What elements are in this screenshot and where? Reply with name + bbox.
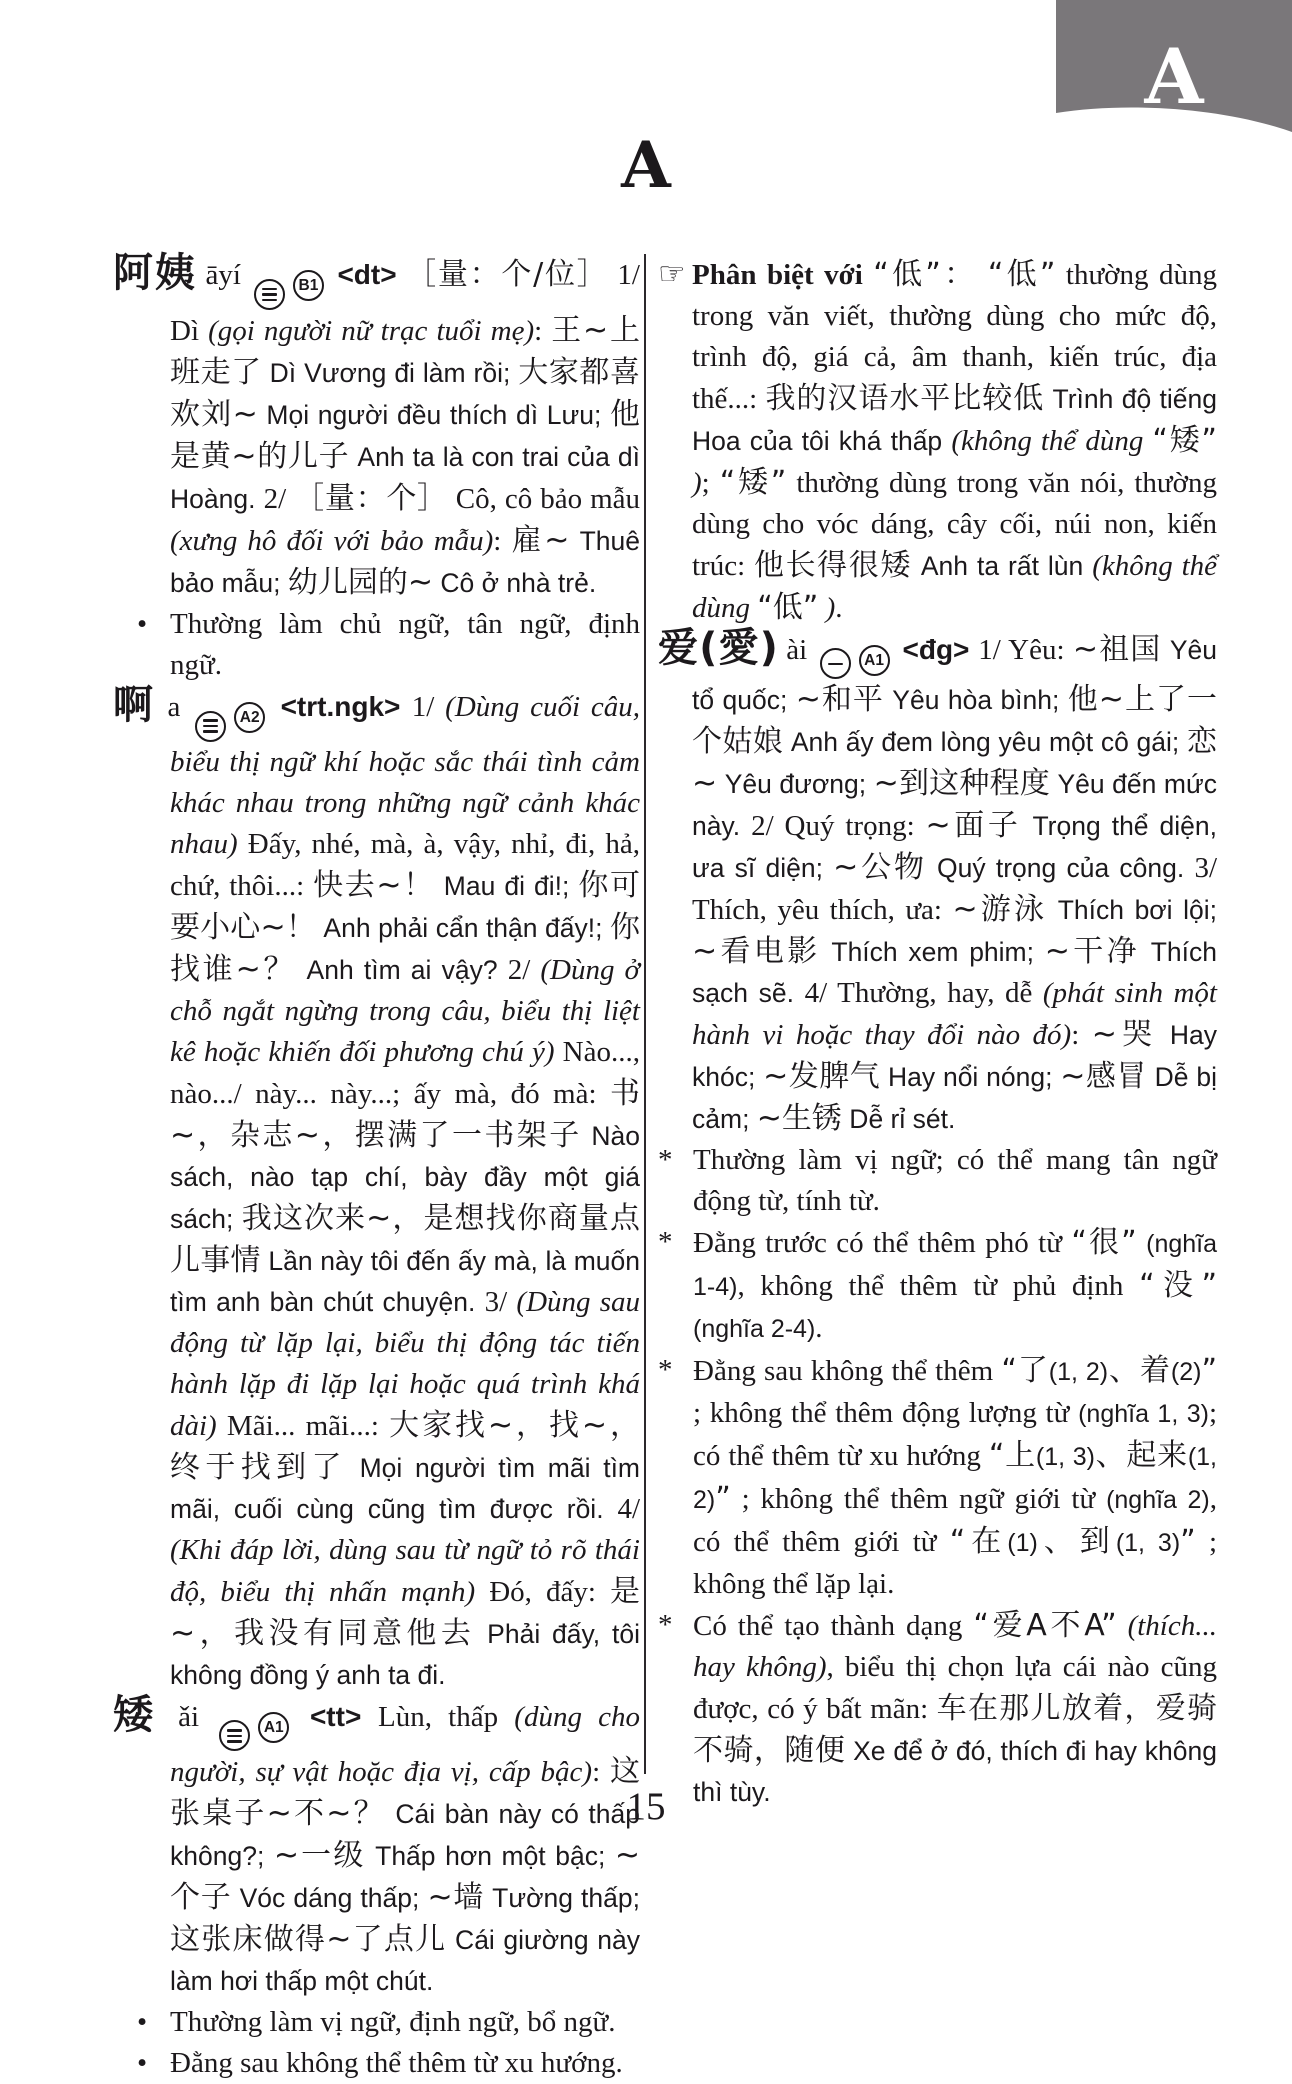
pointing-hand-icon: ☞ bbox=[658, 256, 686, 292]
vietnamese-translation: Cái bàn này có thấp không?; bbox=[170, 1799, 640, 1872]
definition-text: 3/ bbox=[484, 1285, 517, 1318]
chinese-example: 这张桌子~不~？ bbox=[170, 1754, 641, 1832]
note-title: Phân biệt với bbox=[692, 259, 874, 291]
vietnamese-translation: Mọi người đều thích dì Lưu; bbox=[257, 399, 610, 430]
definition-text: : bbox=[534, 314, 552, 347]
explanation-text: (dùng cho người, sự vật hoặc địa vị, cấp bậc) bbox=[170, 1700, 640, 1789]
note-text bbox=[693, 1350, 1217, 1605]
chinese-example: 你找谁~？ bbox=[170, 909, 641, 987]
chinese-example: 、起来 bbox=[1094, 1438, 1188, 1474]
chinese-example: ” bbox=[715, 1481, 731, 1517]
sense-reference: (1, 2) bbox=[693, 1443, 1218, 1515]
asterisk-marker: * bbox=[658, 1226, 673, 1259]
definition-text: Thường làm chủ ngữ, tân ngữ, định ngữ. bbox=[170, 607, 640, 681]
definition-text: : bbox=[592, 1756, 611, 1789]
usage-note bbox=[658, 254, 1217, 629]
chinese-example: 他是黄~的儿子 bbox=[170, 396, 640, 474]
level-badge-icon: A1 bbox=[859, 645, 890, 676]
definition-text: thường dùng trong văn viết, thường dùng cho mức độ, trình độ, giá cả, âm thanh, kiến trúc, địa thế...: bbox=[692, 259, 1217, 415]
vietnamese-translation: Yêu hòa bình; bbox=[883, 685, 1068, 716]
chinese-example: “低” bbox=[757, 590, 819, 625]
vietnamese-translation: Anh phải cẩn thận đấy!; bbox=[315, 912, 611, 943]
definition-text: ; không thể thêm ngữ giới từ bbox=[730, 1483, 1107, 1516]
note-text bbox=[170, 2043, 640, 2084]
explanation-text: (Dùng sau động từ lặp lại, biểu thị động tác tiến hành lặp đi lặp lại hoặc quá trình khá dài) bbox=[170, 1285, 640, 1442]
chinese-example: “在 bbox=[949, 1524, 1008, 1560]
chinese-example: 你可要小心~！ bbox=[170, 867, 641, 945]
vietnamese-translation: Xe để ở đó, thích đi hay không thì tùy. bbox=[693, 1736, 1218, 1808]
level-badge-icon: A1 bbox=[258, 1712, 289, 1743]
explanation-text: (Khi đáp lời, dùng sau từ ngữ tỏ rõ thái độ, biểu thị nhấn mạnh) bbox=[170, 1533, 640, 1608]
chinese-example: ~个子 bbox=[170, 1838, 640, 1916]
dict-entry bbox=[113, 681, 641, 1696]
vietnamese-translation: Yêu đương; bbox=[717, 769, 874, 800]
definition-text: 4/ bbox=[617, 1492, 640, 1525]
definition-text: Thường làm vị ngữ; có thể mang tân ngữ động từ, tính từ. bbox=[693, 1144, 1217, 1218]
chinese-example: 车在那儿放着，爱骑不骑，随便 bbox=[693, 1691, 1217, 1769]
explanation-text: (phát sinh một hành vi hoặc thay đổi nào đó) bbox=[692, 977, 1217, 1052]
chinese-example: ~墙 bbox=[427, 1880, 485, 1916]
vietnamese-translation: Hay khóc; bbox=[692, 1020, 1217, 1093]
definition-text: Mãi... mãi...: bbox=[216, 1409, 390, 1442]
section-tab-shape bbox=[1056, 0, 1292, 142]
definition-text bbox=[977, 259, 988, 291]
column-divider bbox=[644, 254, 646, 1774]
definition-text: Cô, cô bảo mẫu bbox=[447, 482, 641, 515]
vietnamese-translation: Thích bơi lội; bbox=[1047, 895, 1217, 926]
grammar-bullet bbox=[113, 604, 640, 686]
definition-text: , biểu thị chọn lựa cái nào cũng được, có ý bất mãn: bbox=[693, 1651, 1217, 1726]
chinese-example: ~公物 bbox=[833, 850, 927, 886]
explanation-text: (không thể dùng bbox=[692, 550, 1217, 624]
definition-text: 2/ Quý trọng: bbox=[751, 810, 926, 843]
note-text bbox=[692, 254, 1217, 629]
bullet-marker: • bbox=[137, 2047, 148, 2080]
explanation-text: (Dùng cuối câu, biểu thị ngữ khí hoặc sắc thái tình cảm khác nhau trong những ngữ cảnh khác nhau) bbox=[170, 690, 641, 860]
chinese-example: ~面子 bbox=[925, 808, 1022, 844]
note-text bbox=[693, 1222, 1217, 1350]
definition-text: Có thể tạo thành dạng bbox=[693, 1610, 974, 1643]
chinese-example: ~看电影 bbox=[692, 934, 821, 970]
pinyin: ài bbox=[777, 634, 816, 666]
definition-text bbox=[1137, 1227, 1146, 1259]
grammar-note bbox=[658, 1222, 1217, 1350]
definition-text: . bbox=[815, 1312, 823, 1345]
definition-text: : bbox=[1071, 1019, 1092, 1052]
chinese-example: ” bbox=[1201, 1353, 1218, 1389]
definition-text: 1/ Yêu: bbox=[978, 634, 1073, 666]
dict-entry bbox=[113, 250, 641, 604]
chinese-example: “上 bbox=[988, 1438, 1036, 1474]
bullet-marker: • bbox=[137, 607, 148, 640]
explanation-text: ) bbox=[818, 592, 836, 624]
vietnamese-translation: Cô ở nhà trẻ. bbox=[433, 567, 597, 598]
vietnamese-translation: Tường thấp; bbox=[484, 1883, 641, 1914]
chinese-example: 恋~ bbox=[692, 724, 1218, 802]
chinese-example: 、着 bbox=[1108, 1353, 1171, 1389]
vietnamese-translation: Quý trọng của công. bbox=[926, 853, 1195, 884]
explanation-text: (gọi người nữ trạc tuổi mẹ) bbox=[208, 314, 535, 347]
definition-text: 4/ Thường, hay, dễ bbox=[804, 977, 1043, 1010]
definition-text: 2/ bbox=[263, 482, 295, 515]
definition-text: Đó, đấy: bbox=[475, 1575, 610, 1608]
pos-tag: <trt.ngk> bbox=[269, 690, 412, 722]
definition-text: 1/ Dì bbox=[170, 259, 640, 347]
pinyin: ǎi bbox=[161, 1700, 216, 1733]
pinyin: āyí bbox=[196, 259, 250, 291]
chinese-example: ~游泳 bbox=[952, 892, 1048, 928]
definition-text: Đằng sau không thể thêm bbox=[693, 1355, 1002, 1388]
chinese-example: 大家找~，找~，终于找到了 bbox=[170, 1407, 640, 1485]
asterisk-marker: * bbox=[658, 1144, 673, 1177]
sense-reference: (nghĩa 1, 3) bbox=[1078, 1400, 1209, 1429]
chinese-example: ~祖国 bbox=[1072, 632, 1162, 667]
page-number: 15 bbox=[626, 1785, 666, 1828]
chinese-example: 幼儿园的~ bbox=[287, 564, 433, 600]
sense-reference: (nghĩa 1-4) bbox=[693, 1230, 1218, 1302]
right-column bbox=[658, 254, 1217, 1813]
chinese-example: “爱A不A” bbox=[973, 1608, 1117, 1644]
level-badge-icon bbox=[219, 1720, 250, 1751]
chinese-example: 大家都喜欢刘~ bbox=[170, 354, 641, 432]
vietnamese-translation: Anh ta rất lùn bbox=[911, 551, 1093, 581]
chinese-example: “矮” bbox=[719, 465, 787, 500]
pos-tag: <đg> bbox=[893, 634, 979, 665]
explanation-text: (không thể dùng bbox=[951, 425, 1153, 457]
level-badge-icon: A2 bbox=[234, 702, 265, 733]
vietnamese-translation: Anh ta là con trai của dì Hoàng. bbox=[170, 441, 640, 514]
definition-text: Lùn, thấp bbox=[378, 1700, 515, 1733]
explanation-text: ) bbox=[692, 467, 702, 499]
chinese-example: ~干净 bbox=[1044, 934, 1140, 970]
chinese-example: ［量：个/位］ bbox=[406, 257, 609, 292]
chinese-example: 他~上了一个姑娘 bbox=[692, 682, 1218, 760]
chinese-example: “低”： bbox=[873, 257, 978, 292]
bullet-marker: • bbox=[137, 2006, 148, 2039]
vietnamese-translation: Thuê bảo mẫu; bbox=[170, 525, 640, 598]
definition-text: Thường làm vị ngữ, định ngữ, bổ ngữ. bbox=[170, 2006, 616, 2039]
chinese-example: ” bbox=[1180, 1524, 1196, 1560]
chinese-example: 我的汉语水平比较低 bbox=[765, 381, 1045, 416]
grammar-bullet bbox=[113, 2002, 640, 2043]
vietnamese-translation: Thích sạch sẽ. bbox=[692, 937, 1218, 1009]
explanation-text: (xưng hô đối với bảo mẫu) bbox=[170, 524, 494, 557]
vietnamese-translation: Dễ rỉ sét. bbox=[841, 1104, 956, 1135]
vietnamese-translation: Trọng thể diện, ưa sĩ diện; bbox=[692, 811, 1217, 884]
vietnamese-translation: Yêu tổ quốc; bbox=[692, 635, 1218, 716]
headword: 阿姨 bbox=[113, 250, 197, 296]
asterisk-marker: * bbox=[658, 1609, 673, 1642]
definition-text: ; không thể lặp lại. bbox=[693, 1526, 1218, 1601]
chinese-example: “很” bbox=[1071, 1225, 1137, 1261]
level-badge-icon: B1 bbox=[293, 270, 324, 301]
pos-tag: <dt> bbox=[327, 259, 407, 290]
chinese-example: 我这次来~，是想找你商量点儿事情 bbox=[170, 1200, 641, 1278]
vietnamese-translation: Thích xem phim; bbox=[820, 937, 1045, 968]
vietnamese-translation: Mau đi đi!; bbox=[434, 870, 579, 901]
definition-text: Đằng trước có thể thêm phó từ bbox=[693, 1227, 1072, 1260]
section-heading: A bbox=[621, 128, 671, 203]
vietnamese-translation: Hay nổi nóng; bbox=[880, 1062, 1061, 1093]
definition-text: 2/ bbox=[507, 953, 541, 986]
headword: 爱(愛) bbox=[658, 625, 778, 671]
chinese-example: ~到这种程度 bbox=[873, 766, 1050, 802]
vietnamese-translation: Yêu đến mức này. bbox=[692, 769, 1217, 842]
vietnamese-translation: Dễ bị cảm; bbox=[692, 1062, 1218, 1135]
vietnamese-translation: Dì Vương đi làm rồi; bbox=[261, 357, 519, 388]
definition-text bbox=[1117, 1610, 1128, 1642]
chinese-example: ~发脾气 bbox=[763, 1059, 881, 1095]
chinese-example: “了 bbox=[1001, 1353, 1049, 1389]
headword: 矮 bbox=[113, 1691, 162, 1738]
vietnamese-translation: Cái giường này làm hơi thấp một chút. bbox=[170, 1925, 640, 1997]
chinese-example: “没” bbox=[1139, 1268, 1217, 1304]
dict-entry bbox=[658, 625, 1218, 1140]
note-text bbox=[170, 2002, 640, 2043]
grammar-bullet bbox=[113, 2043, 640, 2084]
vietnamese-translation: Mọi người tìm mãi tìm mãi, cuối cùng cũng tìm được rồi. bbox=[170, 1452, 641, 1524]
chinese-example: 、到 bbox=[1037, 1524, 1116, 1560]
sense-reference: (1) bbox=[1007, 1529, 1038, 1558]
note-text bbox=[693, 1605, 1217, 1813]
chinese-example: 雇~ bbox=[511, 522, 570, 558]
definition-text: , có thể thêm giới từ bbox=[693, 1483, 1217, 1559]
chinese-example: 是~，我没有同意他去 bbox=[170, 1573, 640, 1651]
pinyin: a bbox=[156, 690, 192, 723]
chinese-example: 他长得很矮 bbox=[753, 548, 912, 583]
explanation-text: (thích... hay không) bbox=[693, 1610, 1217, 1684]
vietnamese-translation: Anh ấy đem lòng yêu một cô gái; bbox=[783, 727, 1188, 758]
chinese-example: ~和平 bbox=[795, 682, 884, 718]
note-text bbox=[693, 1140, 1217, 1222]
chinese-example: ~哭 bbox=[1091, 1017, 1158, 1053]
explanation-text: (Dùng ở chỗ ngắt ngừng trong câu, biểu thị liệt kê hoặc khiến đối phương chú ý) bbox=[170, 953, 641, 1068]
definition-text: Đằng sau không thể thêm từ xu hướng. bbox=[170, 2047, 623, 2080]
vietnamese-translation: Phải đấy, tôi không đồng ý anh ta đi. bbox=[170, 1618, 640, 1690]
grammar-note bbox=[658, 1350, 1217, 1605]
vietnamese-translation: Thấp hơn một bậc; bbox=[365, 1841, 615, 1872]
definition-text: , không thể thêm từ phủ định bbox=[737, 1270, 1140, 1303]
chinese-example: 这张床做得~了点儿 bbox=[170, 1922, 447, 1958]
section-tab-letter: A bbox=[1144, 32, 1204, 121]
definition-text: thường dùng trong văn nói, thường dùng cho vóc dáng, cây cối, núi non, kiến trúc: bbox=[692, 467, 1217, 582]
pos-tag: <tt> bbox=[293, 1700, 379, 1732]
chinese-example: “矮” bbox=[1152, 423, 1217, 458]
vietnamese-translation: Trình độ tiếng Hoa của tôi khá thấp bbox=[692, 384, 1217, 456]
sense-reference: (2) bbox=[1170, 1358, 1202, 1387]
definition-text: ; bbox=[701, 467, 720, 499]
definition-text: ; có thể thêm từ xu hướng bbox=[693, 1397, 1218, 1473]
level-badge-icon bbox=[254, 279, 285, 310]
asterisk-marker: * bbox=[658, 1354, 673, 1387]
sense-reference: (1, 3) bbox=[1035, 1443, 1095, 1472]
level-badge-icon bbox=[820, 648, 851, 679]
chinese-example: ［量：个］ bbox=[294, 480, 448, 516]
vietnamese-translation: Anh tìm ai vậy? bbox=[296, 954, 508, 985]
chinese-example: 书~，杂志~，摆满了一书架子 bbox=[170, 1075, 640, 1153]
level-badge-icon bbox=[195, 711, 226, 742]
note-text bbox=[170, 604, 640, 686]
grammar-note bbox=[658, 1605, 1217, 1813]
chinese-example: ~生锈 bbox=[756, 1101, 842, 1137]
grammar-note bbox=[658, 1140, 1217, 1222]
definition-text: Nào..., nào.../ này... này...; ấy mà, đó mà: bbox=[170, 1035, 640, 1110]
chinese-example: 快去~！ bbox=[313, 867, 435, 903]
sense-reference: (nghĩa 2-4) bbox=[693, 1315, 816, 1344]
dict-entry bbox=[113, 1691, 641, 2003]
definition-text: Đấy, nhé, mà, à, vậy, nhỉ, đi, hả, chứ, thôi...: bbox=[170, 827, 640, 902]
headword: 啊 bbox=[113, 681, 157, 728]
chinese-example: “低” bbox=[987, 257, 1056, 292]
sense-reference: (1, 3) bbox=[1115, 1529, 1181, 1558]
section-tab bbox=[1056, 0, 1292, 142]
vietnamese-translation: Nào sách, nào tạp chí, bày đầy một giá sách; bbox=[170, 1120, 640, 1234]
chinese-example: ~感冒 bbox=[1060, 1059, 1147, 1095]
definition-text: 1/ bbox=[411, 690, 446, 723]
sense-reference: (nghĩa 2) bbox=[1106, 1486, 1210, 1515]
vietnamese-translation: Lần này tôi đến ấy mà, là muốn tìm anh bàn chút chuyện. bbox=[170, 1245, 641, 1317]
definition-text: : bbox=[493, 524, 512, 557]
vietnamese-translation: Vóc dáng thấp; bbox=[231, 1883, 428, 1914]
definition-text: 3/ Thích, yêu thích, ưa: bbox=[692, 852, 1217, 927]
definition-text: ; không thể thêm động lượng từ bbox=[693, 1397, 1079, 1430]
definition-text: . bbox=[835, 592, 843, 624]
chinese-example: 王~上班走了 bbox=[170, 312, 641, 390]
chinese-example: ~一级 bbox=[273, 1838, 366, 1874]
sense-reference: (1, 2) bbox=[1048, 1358, 1109, 1387]
